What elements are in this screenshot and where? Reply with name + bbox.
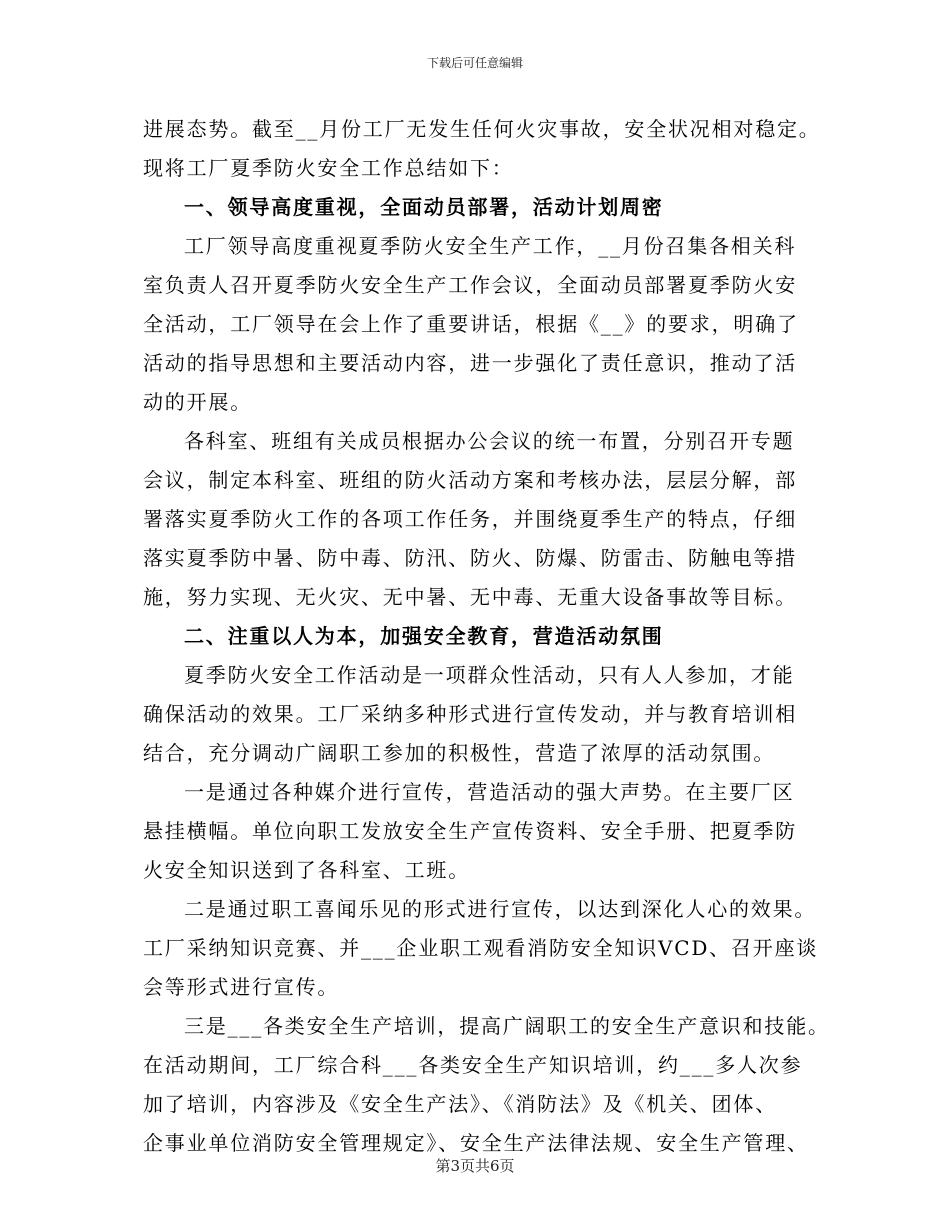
- text-line: 活动的指导思想和主要活动内容，进一步强化了责任意识，推动了活: [143, 351, 797, 375]
- text-line: 进展态势。截至__月份工厂无发生任何火灾事故，安全状况相对稳定。: [143, 117, 821, 141]
- text-line: 结合，充分调动广阔职工参加的积极性，营造了浓厚的活动氛围。: [143, 741, 776, 765]
- document-body: [143, 110, 830, 1163]
- text-line: 在活动期间，工厂综合科___各类安全生产知识培训，约___多人次参: [143, 1053, 803, 1077]
- text-line: 署落实夏季防火工作的各项工作任务，并围绕夏季生产的特点，仔细: [143, 507, 797, 531]
- text-line: 全活动，工厂领导在会上作了重要讲话，根据《__》的要求，明确了: [143, 312, 799, 336]
- text-line: 工厂采纳知识竞赛、并___企业职工观看消防安全知识VCD、召开座谈: [143, 936, 819, 960]
- text-line: 动的开展。: [143, 390, 252, 414]
- text-line: 一是通过各种媒介进行宣传，营造活动的强大声势。在主要厂区: [184, 780, 795, 804]
- page-footer: 第3页共6页: [435, 1157, 515, 1175]
- text-line: 室负责人召开夏季防火安全生产工作会议，全面动员部署夏季防火安: [143, 273, 797, 297]
- text-line: 会议，制定本科室、班组的防火活动方案和考核办法，层层分解，部: [143, 468, 797, 492]
- text-line: 施，努力实现、无火灾、无中暑、无中毒、无重大设备事故等目标。: [143, 585, 797, 609]
- text-line: 确保活动的效果。工厂采纳多种形式进行宣传发动，并与教育培训相: [143, 702, 797, 726]
- text-line: 工厂领导高度重视夏季防火安全生产工作，__月份召集各相关科: [184, 234, 797, 258]
- text-line: 现将工厂夏季防火安全工作总结如下：: [143, 156, 514, 180]
- text-line: 会等形式进行宣传。: [143, 975, 340, 999]
- text-line: 落实夏季防中暑、防中毒、防汛、防火、防爆、防雷击、防触电等措: [143, 546, 797, 570]
- text-line: 企事业单位消防安全管理规定》、安全生产法律法规、安全生产管理、: [143, 1131, 809, 1155]
- text-line: 悬挂横幅。单位向职工发放安全生产宣传资料、安全手册、把夏季防: [143, 819, 797, 843]
- text-line: 三是___各类安全生产培训，提高广阔职工的安全生产意识和技能。: [184, 1014, 830, 1038]
- section-heading: 二、注重以人为本，加强安全教育，营造活动氛围: [184, 624, 664, 648]
- section-heading: 一、领导高度重视，全面动员部署，活动计划周密: [184, 195, 664, 219]
- page-header: 下载后可任意编辑: [426, 56, 523, 70]
- text-line: 夏季防火安全工作活动是一项群众性活动，只有人人参加，才能: [184, 663, 795, 687]
- text-line: 火安全知识送到了各科室、工班。: [143, 858, 470, 882]
- text-line: 加了培训，内容涉及《安全生产法》、《消防法》及《机关、团体、: [143, 1092, 777, 1116]
- text-line: 二是通过职工喜闻乐见的形式进行宣传，以达到深化人心的效果。: [184, 897, 817, 921]
- text-line: 各科室、班组有关成员根据办公会议的统一布置，分别召开专题: [184, 429, 795, 453]
